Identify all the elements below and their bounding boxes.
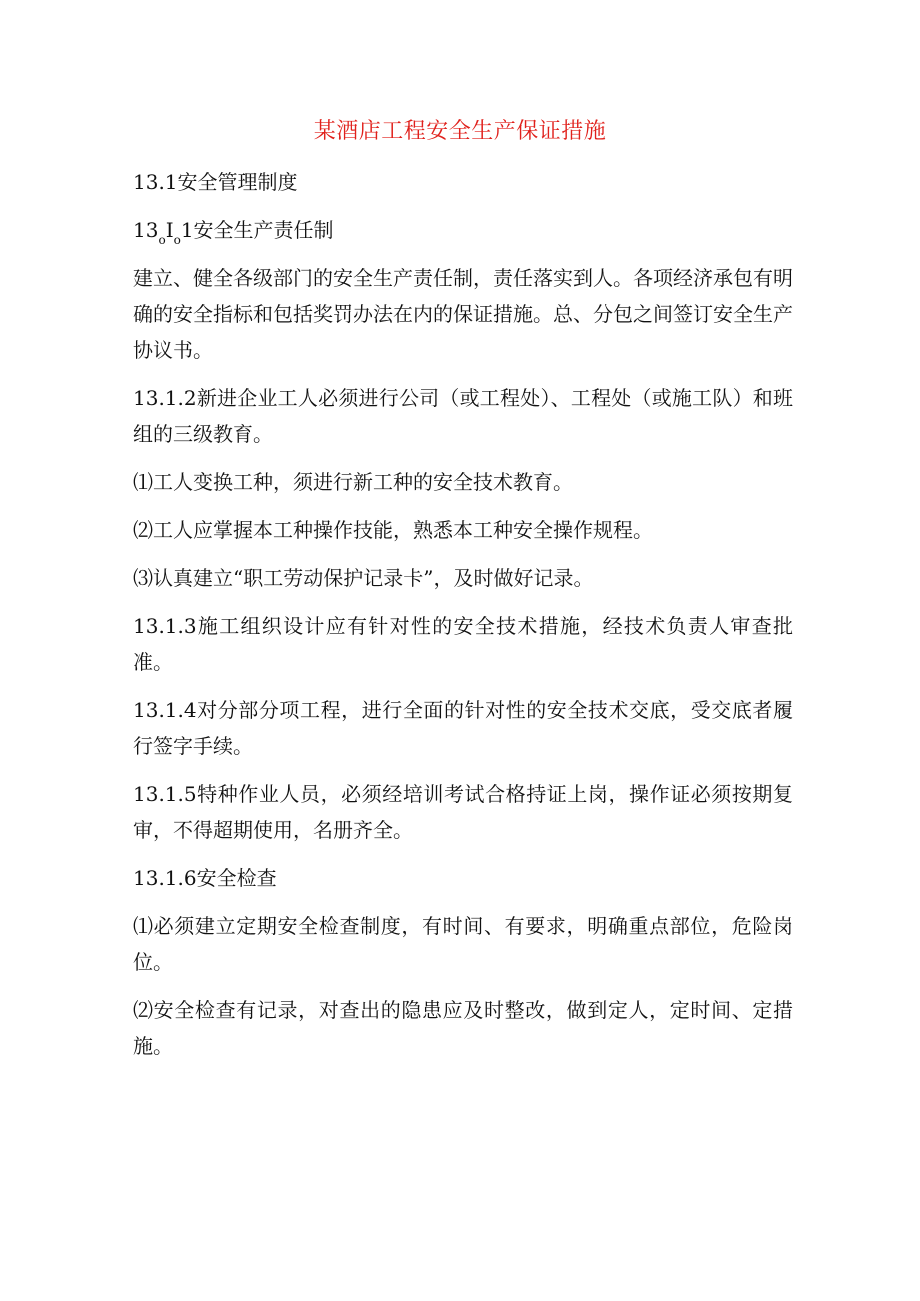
heading-part: I <box>165 218 174 242</box>
heading-separator: o <box>158 233 166 247</box>
paragraph: 13.1.2新进企业工人必须进行公司（或工程处）、工程处（或施工队）和班组的三级教育。 <box>133 386 793 446</box>
subsection-heading <box>133 212 793 248</box>
list-item: ⑵安全检查有记录，对查出的隐患应及时整改，做到定人，定时间、定措施。 <box>133 998 793 1058</box>
subsection-heading: 13.1.6安全检查 <box>133 866 277 890</box>
paragraph: 13.1.3施工组织设计应有针对性的安全技术措施，经技术负责人审查批准。 <box>133 614 793 674</box>
heading-separator: o <box>173 233 181 247</box>
paragraph: 13.1.5特种作业人员，必须经培训考试合格持证上岗，操作证必须按期复审，不得超期使用，名册齐全。 <box>133 782 793 842</box>
heading-part: 1安全生产责任制 <box>180 218 334 242</box>
document-body <box>133 164 793 1076</box>
list-item: ⑴必须建立定期安全检查制度，有时间、有要求，明确重点部位，危险岗位。 <box>133 914 793 974</box>
list-item: ⑴工人变换工种，须进行新工种的安全技术教育。 <box>133 470 573 494</box>
document-title: 某酒店工程安全生产保证措施 <box>313 119 607 144</box>
paragraph: 建立、健全各级部门的安全生产责任制，责任落实到人。各项经济承包有明确的安全指标和包括奖罚办法在内的保证措施。总、分包之间签订安全生产协议书。 <box>133 266 793 362</box>
paragraph: 13.1.4对分部分项工程，进行全面的针对性的安全技术交底，受交底者履行签字手续。 <box>133 698 793 758</box>
heading-part: 13 <box>133 218 159 242</box>
list-item: ⑶认真建立“职工劳动保护记录卡”，及时做好记录。 <box>133 566 594 590</box>
section-heading: 13.1安全管理制度 <box>133 170 298 194</box>
list-item: ⑵工人应掌握本工种操作技能，熟悉本工种安全操作规程。 <box>133 518 653 542</box>
